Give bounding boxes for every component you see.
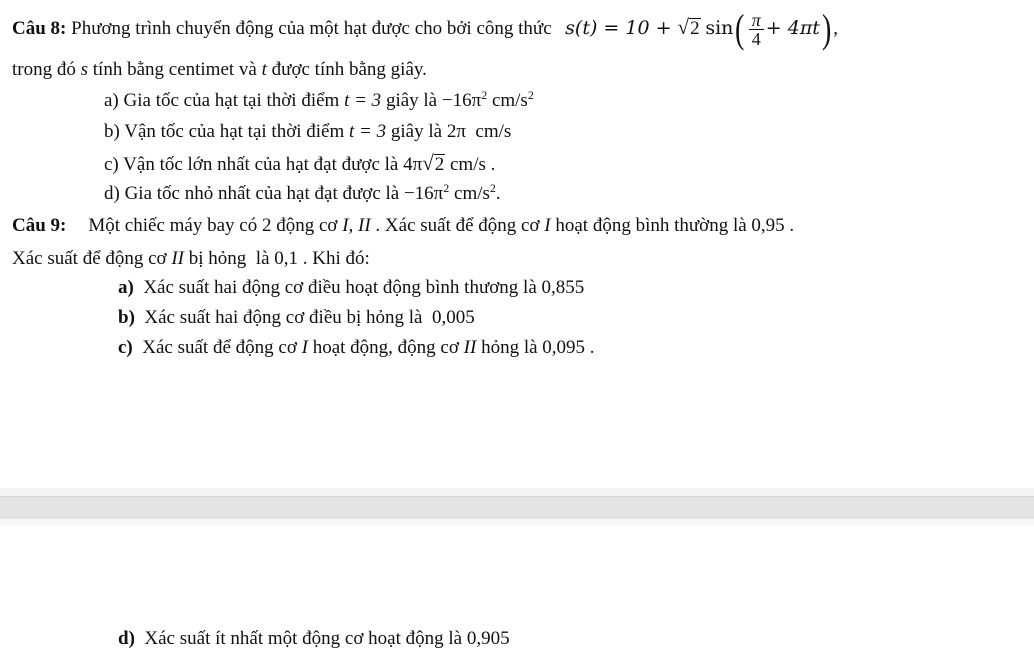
q8-formula-end: , [833,18,839,39]
q9-stem-line: Câu 9: Một chiếc máy bay có 2 động cơ I, II . Xác suất để động cơ I hoạt động bình thường là 0,95 . [12,215,795,236]
q8-var-s: s [80,59,89,80]
q8-sin: sin [705,17,734,39]
q8-formula-lhs: s(t) = 10 + [565,17,678,39]
q8-var-t: t [261,59,267,80]
q9-line2: Xác suất để động cơ II bị hỏng là 0,1 . Khi đó: [12,248,370,269]
q8-option-a: a) Gia tốc của hạt tại thời điểm t = 3 giây là $-16\pi^2$ $cm/s^2$ [104,88,534,111]
page-break-top [0,488,1034,496]
q9-label: Câu 9: [12,215,67,236]
page-break-separator [0,496,1034,520]
q9-option-c: c) Xác suất để động cơ I hoạt động, động cơ II hỏng là 0,095 . [118,337,595,358]
q8-line2-mid: tính bằng centimet và [88,59,262,80]
q8-sqrt: √2 [677,15,700,39]
q8-stem: Phương trình chuyển động của một hạt được cho bởi công thức [71,18,552,39]
q8-fraction: $\frac{\pi}{4}$ [749,11,764,48]
page-break-bottom [0,519,1034,525]
q8-option-d: d) Gia tốc nhỏ nhất của hạt đạt được là $-16\pi^2$ $cm/s^2$. [104,181,501,204]
q8-line2-pre: trong đó [12,59,81,80]
q9-option-d: d) Xác suất ít nhất một động cơ hoạt động là 0,905 [118,628,510,649]
q8-formula-tail: + 4πt [765,17,820,39]
q8-stem-line: Câu 8: Phương trình chuyển động của một hạt được cho bởi công thức s(t) = 10 + √2 sin( $\frac{\pi}{4}$ + 4πt) , [12,6,839,51]
q8-option-b: b) Vận tốc của hạt tại thời điểm t = 3 giây là 2π cm/s [104,121,512,142]
q8-label: Câu 8: [12,18,67,39]
q8-option-c: c) Vận tốc lớn nhất của hạt đạt được là 4π√2 cm/s . [104,151,496,175]
q8-line2 [12,58,427,82]
q9-option-b: b) Xác suất hai động cơ điều bị hỏng là 0,005 [118,307,475,328]
q9-option-a: a) Xác suất hai động cơ điều hoạt động bình thương là 0,855 [118,277,585,298]
q8-line2-post: được tính bằng giây. [266,59,427,80]
